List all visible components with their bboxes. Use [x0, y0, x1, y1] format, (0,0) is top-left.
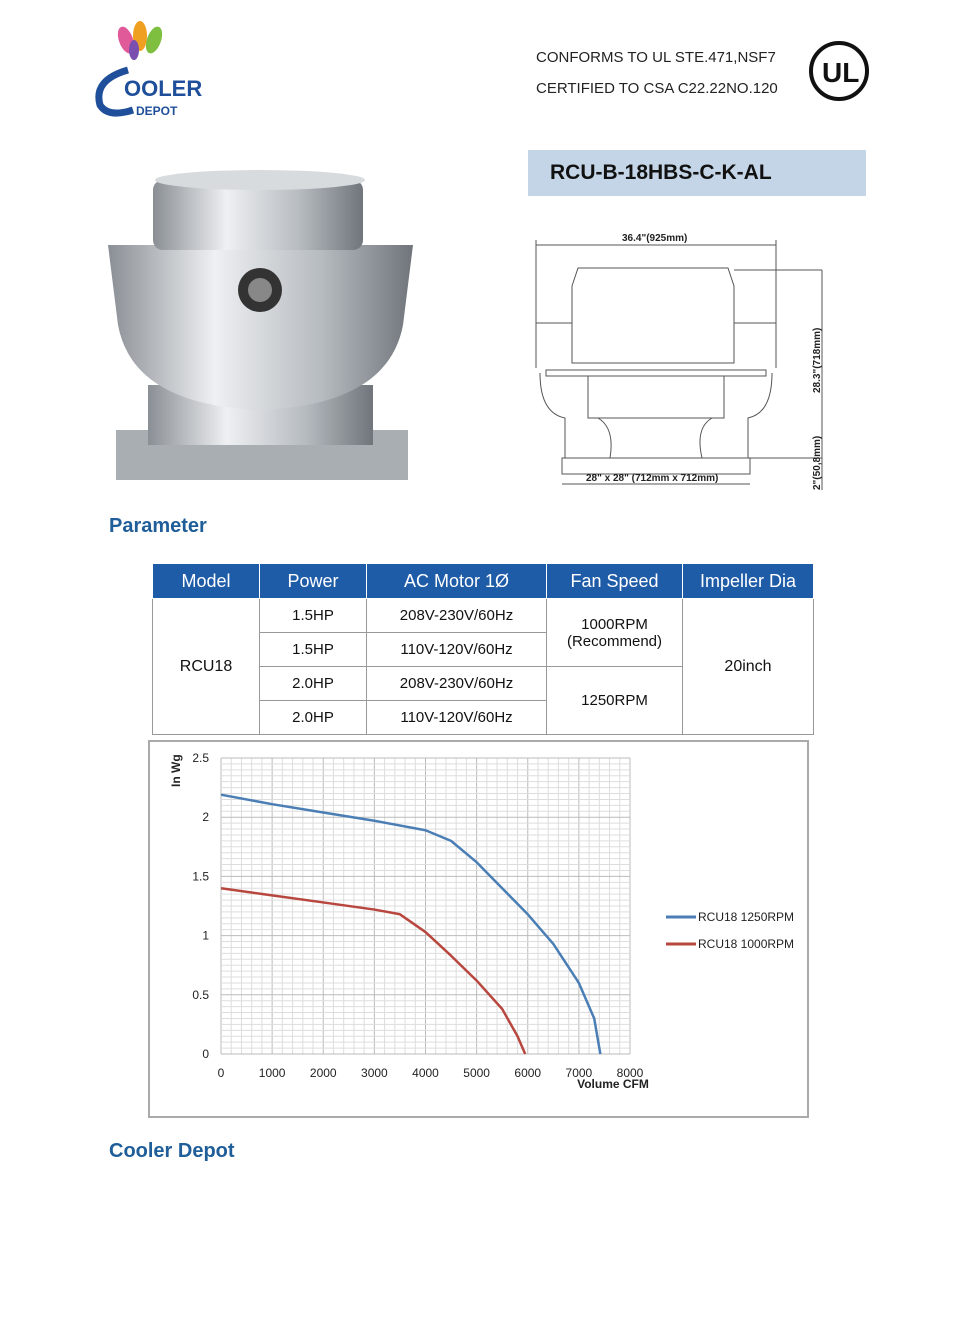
parameter-table	[152, 563, 814, 735]
legend-label: RCU18 1250RPM	[698, 910, 795, 924]
product-photo	[108, 165, 413, 485]
ul-conformance: CONFORMS TO UL STE.471,NSF7	[536, 49, 776, 66]
power-cell: 2.0HP	[260, 667, 367, 701]
speed-1000: 1000RPM	[581, 615, 648, 633]
x-tick-label: 6000	[514, 1066, 542, 1080]
svg-text:DEPOT: DEPOT	[136, 104, 178, 118]
model-cell: RCU18	[153, 599, 260, 735]
fan-speed-cell: 1250RPM	[547, 667, 683, 735]
header-model: Model	[153, 564, 260, 599]
header-motor: AC Motor 1Ø	[367, 564, 547, 599]
y-tick-label: 0.5	[192, 987, 209, 1002]
legend-label: RCU18 1000RPM	[698, 937, 795, 951]
chart-svg	[150, 742, 807, 1116]
table-row	[153, 599, 814, 633]
header-impeller: Impeller Dia	[683, 564, 814, 599]
header-fan-speed: Fan Speed	[547, 564, 683, 599]
y-tick-label: 1.5	[192, 869, 209, 884]
model-title: RCU-B-18HBS-C-K-AL	[528, 150, 866, 196]
x-tick-label: 1000	[258, 1066, 286, 1080]
svg-text:UL: UL	[822, 57, 860, 88]
x-tick-label: 7000	[565, 1066, 593, 1080]
base-dimension: 28" x 28" (712mm x 712mm)	[586, 473, 719, 484]
motor-cell: 208V-230V/60Hz	[367, 667, 547, 701]
y-tick-label: 0	[202, 1047, 209, 1061]
y-axis-label: In Wg	[169, 754, 183, 787]
csa-certification: CERTIFIED TO CSA C22.22NO.120	[536, 80, 778, 97]
fan-curve-chart	[148, 740, 809, 1118]
speed-note: (Recommend)	[566, 632, 663, 650]
x-tick-label: 4000	[412, 1066, 439, 1080]
x-tick-label: 0	[217, 1066, 225, 1080]
x-tick-label: 5000	[463, 1066, 490, 1080]
x-tick-label: 3000	[361, 1066, 388, 1080]
header-power: Power	[260, 564, 367, 599]
curb-dimension: 2"(50,8mm)	[812, 435, 823, 490]
parameter-heading: Parameter	[109, 515, 207, 537]
svg-text:OOLER: OOLER	[124, 76, 203, 101]
x-tick-label: 8000	[616, 1066, 644, 1080]
footer-heading: Cooler Depot	[109, 1140, 235, 1162]
width-dimension: 36.4"(925mm)	[622, 233, 688, 244]
motor-cell: 110V-120V/60Hz	[367, 701, 547, 735]
x-axis-label: Volume CFM	[577, 1077, 649, 1091]
ul-logo	[808, 40, 870, 107]
series-line	[221, 795, 600, 1054]
fan-speed-cell	[547, 599, 683, 667]
power-cell: 1.5HP	[260, 633, 367, 667]
height-dimension: 28.3"(718mm)	[812, 327, 823, 393]
x-tick-label: 2000	[309, 1066, 337, 1080]
power-cell: 1.5HP	[260, 599, 367, 633]
impeller-cell: 20inch	[683, 599, 814, 735]
dimension-drawing	[530, 228, 830, 493]
cooler-depot-logo	[88, 20, 228, 120]
motor-cell: 110V-120V/60Hz	[367, 633, 547, 667]
motor-cell: 208V-230V/60Hz	[367, 599, 547, 633]
y-tick-label: 2	[202, 810, 209, 825]
y-tick-label: 1	[202, 928, 209, 943]
power-cell: 2.0HP	[260, 701, 367, 735]
y-tick-label: 2.5	[192, 751, 209, 765]
